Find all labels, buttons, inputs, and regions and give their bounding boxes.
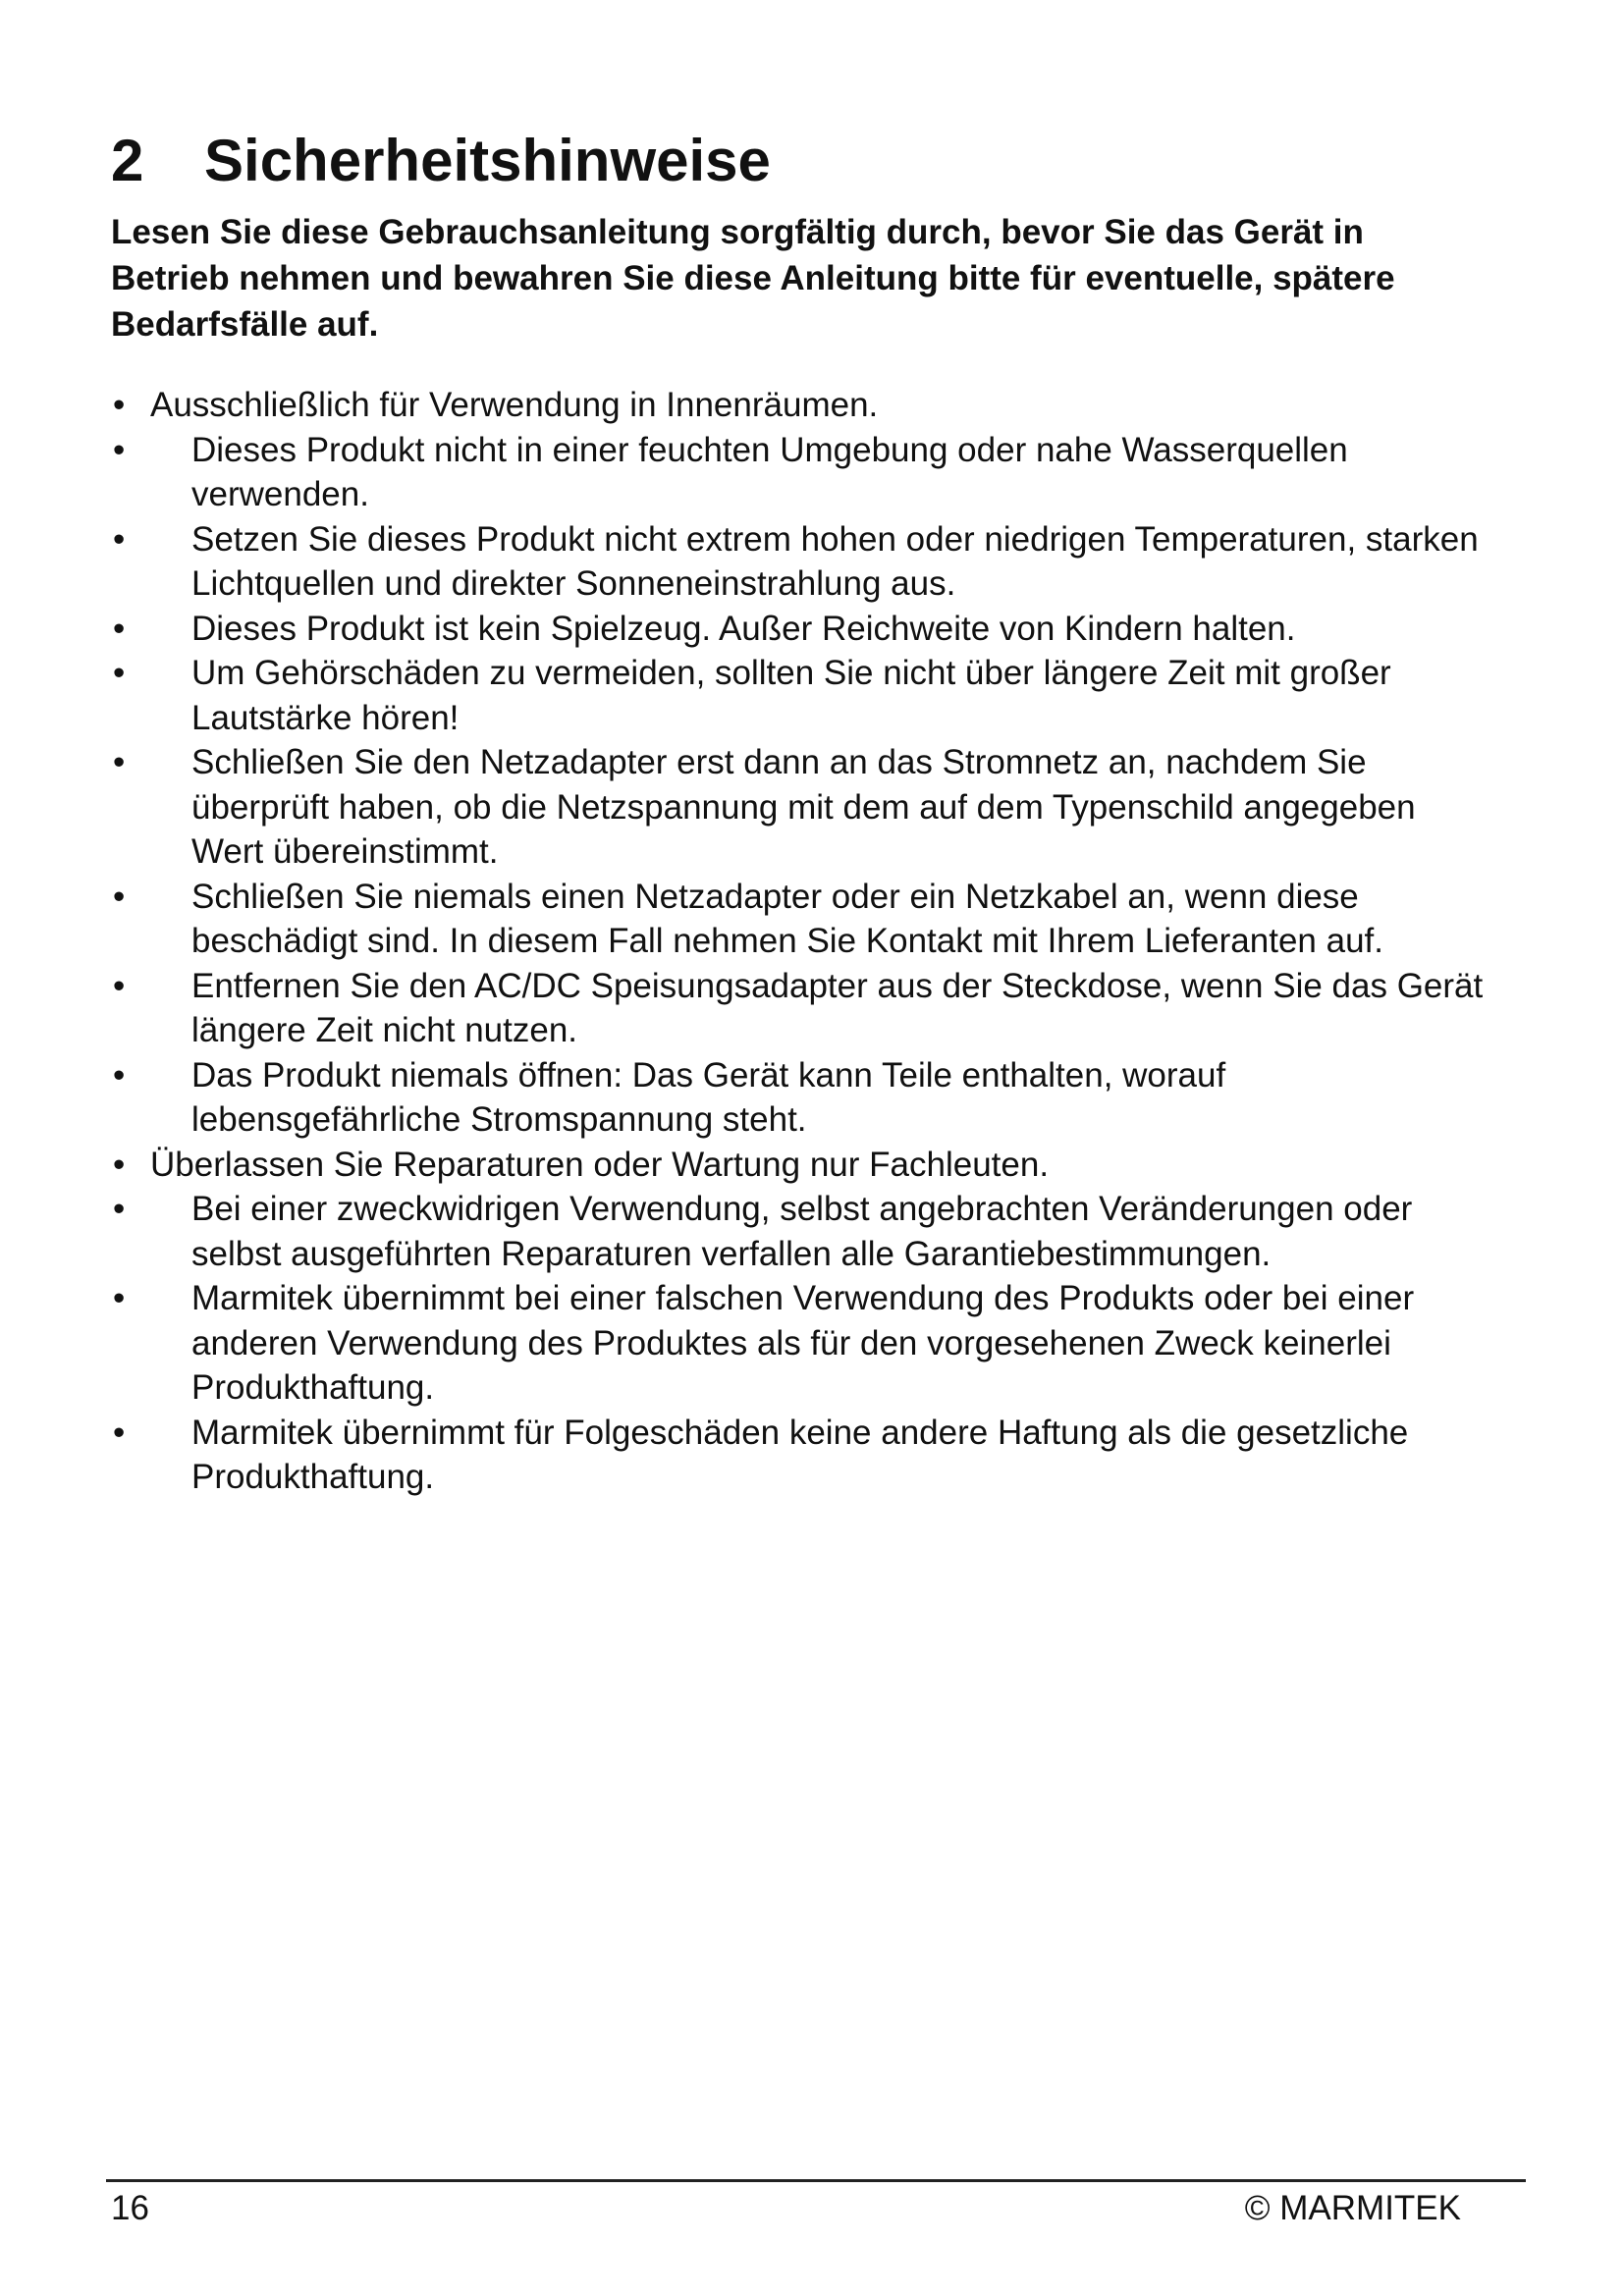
list-item	[111, 607, 1486, 652]
list-item-text: Das Produkt niemals öffnen: Das Gerät kann Teile enthalten, worauf lebensgefährliche Stromspannung steht.	[191, 1055, 1226, 1139]
bullet-icon: •	[113, 966, 126, 1005]
section-number: 2	[111, 128, 144, 193]
list-item	[111, 1187, 1486, 1276]
list-item	[111, 1276, 1486, 1411]
list-item	[111, 383, 1486, 428]
page-number: 16	[111, 2189, 149, 2227]
footer-divider	[106, 2179, 1526, 2182]
bullet-icon: •	[113, 1145, 126, 1184]
list-item	[111, 964, 1486, 1053]
list-item-text: Dieses Produkt ist kein Spielzeug. Außer Reichweite von Kindern halten.	[191, 609, 1296, 648]
bullet-icon: •	[113, 743, 126, 781]
list-item-text: Entfernen Sie den AC/DC Speisungsadapter aus der Steckdose, wenn Sie das Gerät längere Zeit nicht nutzen.	[191, 966, 1484, 1049]
list-item-text: Bei einer zweckwidrigen Verwendung, selbst angebrachten Veränderungen oder selbst ausgeführten Reparaturen verfallen alle Garantiebestimmungen.	[191, 1190, 1413, 1273]
list-item-text: Schließen Sie den Netzadapter erst dann an das Stromnetz an, nachdem Sie überprüft haben, ob die Netzspannung mit dem auf dem Typenschild angegeben Wert übereinstimmt.	[191, 743, 1416, 871]
list-item-text: Überlassen Sie Reparaturen oder Wartung nur Fachleuten.	[150, 1145, 1050, 1184]
list-item-text: Schließen Sie niemals einen Netzadapter oder ein Netzkabel an, wenn diese beschädigt sind. In diesem Fall nehmen Sie Kontakt mit Ihrem Lieferanten auf.	[191, 877, 1383, 960]
bullet-icon: •	[113, 1413, 126, 1452]
list-item	[111, 1143, 1486, 1188]
copyright-notice: © MARMITEK	[1244, 2189, 1461, 2227]
list-item	[111, 1411, 1486, 1500]
bullet-icon: •	[113, 519, 126, 559]
list-item-text: Ausschließlich für Verwendung in Innenräumen.	[150, 386, 879, 424]
list-item-text: Marmitek übernimmt bei einer falschen Verwendung des Produkts oder bei einer anderen Verwendung des Produktes als für den vorgesehenen Zweck keinerlei Produkthaftung.	[191, 1279, 1415, 1407]
bullet-icon: •	[113, 654, 126, 692]
list-item-text: Um Gehörschäden zu vermeiden, sollten Sie nicht über längere Zeit mit großer Lautstärke hören!	[191, 654, 1391, 737]
list-item	[111, 517, 1486, 607]
bullet-icon: •	[113, 1055, 126, 1095]
list-item-text: Marmitek übernimmt für Folgeschäden keine andere Haftung als die gesetzliche Produkthaftung.	[191, 1413, 1409, 1496]
bullet-icon: •	[113, 1279, 126, 1317]
list-item	[111, 1053, 1486, 1143]
list-item	[111, 740, 1486, 875]
list-item-text: Dieses Produkt nicht in einer feuchten Umgebung oder nahe Wasserquellen verwenden.	[191, 430, 1348, 513]
intro-paragraph: Lesen Sie diese Gebrauchsanleitung sorgfältig durch, bevor Sie das Gerät in Betrieb nehmen und bewahren Sie diese Anleitung bitte für eventuelle, spätere Bedarfsfälle auf.	[111, 213, 1395, 344]
safety-list	[111, 383, 1486, 1500]
list-item-text: Setzen Sie dieses Produkt nicht extrem hohen oder niedrigen Temperaturen, starken Lichtquellen und direkter Sonneneinstrahlung aus.	[191, 519, 1479, 603]
bullet-icon: •	[113, 877, 126, 916]
bullet-icon: •	[113, 430, 126, 469]
list-item	[111, 875, 1486, 964]
list-item	[111, 651, 1486, 740]
section-heading	[111, 126, 771, 196]
bullet-icon: •	[113, 386, 126, 424]
section-title: Sicherheitshinweise	[204, 128, 771, 193]
bullet-icon: •	[113, 609, 126, 648]
list-item	[111, 428, 1486, 517]
bullet-icon: •	[113, 1190, 126, 1228]
